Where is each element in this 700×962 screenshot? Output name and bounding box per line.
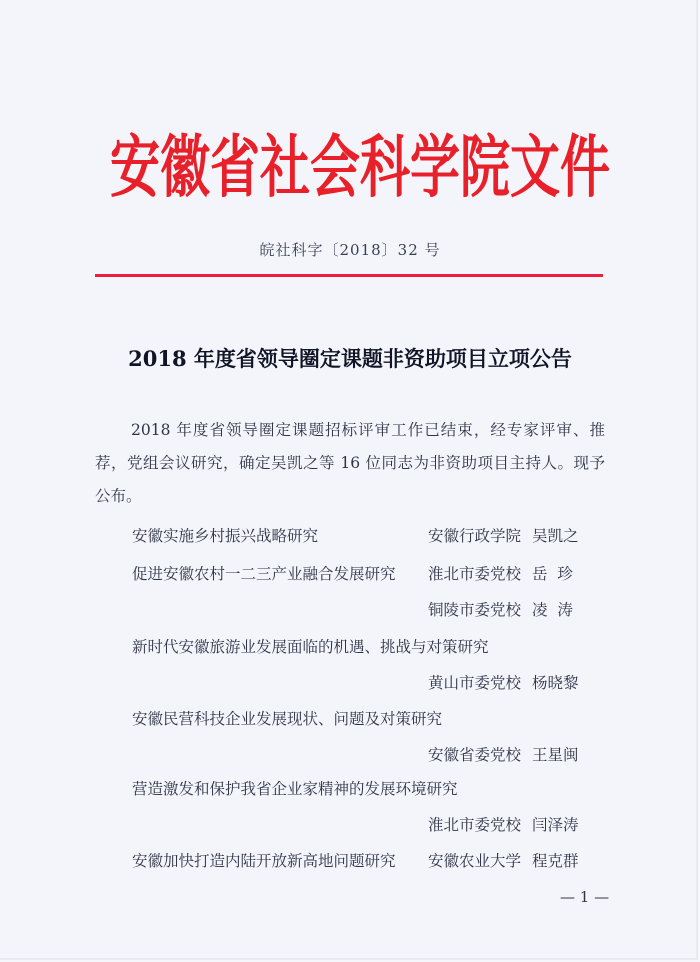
project-topic: 安徽实施乡村振兴战略研究	[132, 527, 319, 545]
project-person: 程克群	[532, 852, 579, 870]
project-person: 凌 涛	[532, 601, 573, 619]
page-number: — 1 —	[560, 888, 610, 906]
project-topic: 安徽民营科技企业发展现状、问题及对策研究	[132, 710, 443, 728]
project-org: 铜陵市委党校	[428, 601, 522, 619]
project-org: 安徽农业大学	[428, 852, 522, 870]
project-org: 安徽省委党校	[428, 746, 522, 764]
project-org: 淮北市委党校	[428, 816, 522, 834]
project-topic: 营造激发和保护我省企业家精神的发展环境研究	[132, 780, 458, 798]
project-person: 岳 珍	[532, 565, 573, 583]
project-person: 杨晓黎	[532, 674, 579, 692]
red-divider-rule	[95, 274, 603, 277]
project-topic: 新时代安徽旅游业发展面临的机遇、挑战与对策研究	[132, 638, 489, 656]
project-org: 淮北市委党校	[428, 565, 522, 583]
project-person: 闫泽涛	[532, 816, 579, 834]
project-org: 安徽行政学院	[428, 527, 522, 545]
intro-paragraph: 2018 年度省领导圈定课题招标评审工作已结束，经专家评审、推荐，党组会议研究，确定吴凯之等 16 位同志为非资助项目主持人。现予公布。	[95, 421, 605, 505]
document-number: 皖社科字〔2018〕32 号	[259, 241, 441, 259]
masthead-title: 安徽省社会科学院文件	[110, 127, 610, 207]
project-org: 黄山市委党校	[428, 674, 522, 692]
project-topic: 安徽加快打造内陆开放新高地问题研究	[132, 852, 396, 870]
announcement-title: 2018 年度省领导圈定课题非资助项目立项公告	[128, 346, 572, 371]
project-person: 吴凯之	[532, 527, 579, 545]
project-topic: 促进安徽农村一二三产业融合发展研究	[132, 565, 396, 583]
project-person: 王星闽	[532, 746, 579, 764]
